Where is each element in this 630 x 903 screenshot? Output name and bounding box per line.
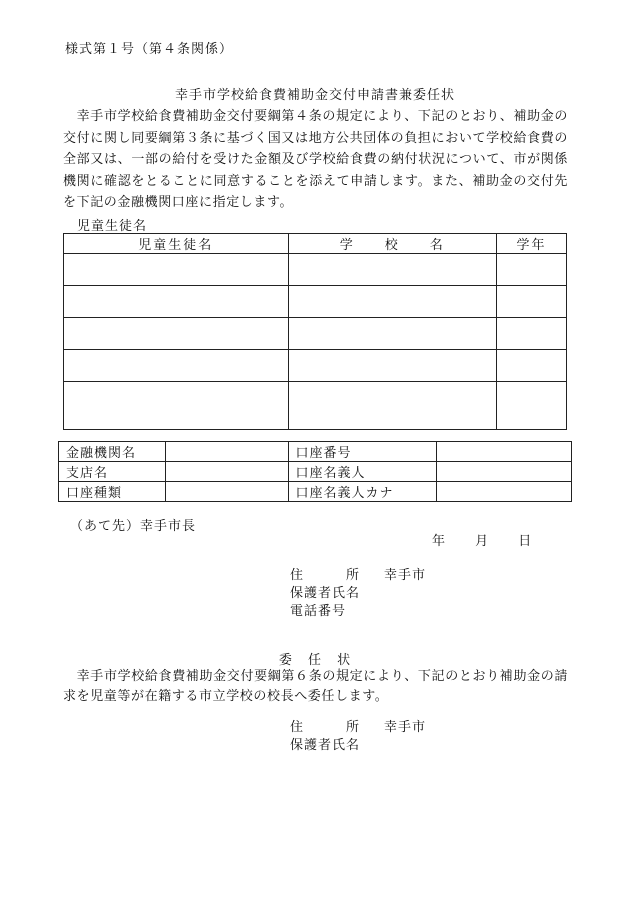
bank-name-label: 金融機関名	[59, 442, 166, 462]
applicant-phone-label: 電話番号	[290, 604, 347, 619]
school-name-cell[interactable]	[288, 254, 497, 286]
delegation-address-label: 住 所	[290, 720, 361, 735]
student-name-cell[interactable]	[64, 382, 289, 430]
account-number-field[interactable]	[437, 442, 572, 462]
table-row	[64, 382, 567, 430]
account-type-label: 口座種類	[59, 482, 166, 502]
account-number-label: 口座番号	[288, 442, 437, 462]
delegation-guardian-label: 保護者氏名	[290, 738, 361, 753]
school-name-cell[interactable]	[288, 350, 497, 382]
table-row	[64, 318, 567, 350]
grade-cell[interactable]	[497, 382, 567, 430]
student-section-label: 児童生徒名	[77, 219, 148, 234]
applicant-address-value[interactable]: 幸手市	[384, 568, 427, 583]
applicant-address-label: 住 所	[290, 568, 361, 583]
bank-name-field[interactable]	[165, 442, 288, 462]
branch-name-label: 支店名	[59, 462, 166, 482]
delegation-text: 幸手市学校給食費補助金交付要綱第６条の規定により、下記のとおり補助金の請求を児童等が在籍する市立学校の校長へ委任します。	[63, 669, 568, 704]
delegation-title: 委 任 状	[278, 653, 352, 668]
account-type-field[interactable]	[165, 482, 288, 502]
account-holder-kana-field[interactable]	[437, 482, 572, 502]
school-name-cell[interactable]	[288, 382, 497, 430]
date-line[interactable]: 年 月 日	[432, 534, 533, 549]
addressee: （あて先）幸手市長	[70, 519, 197, 534]
table-row	[59, 462, 572, 482]
table-row	[59, 442, 572, 462]
bank-account-table	[58, 441, 572, 502]
student-table-header	[64, 234, 567, 254]
header-grade: 学年	[497, 234, 567, 254]
grade-cell[interactable]	[497, 350, 567, 382]
branch-name-field[interactable]	[165, 462, 288, 482]
form-number: 様式第１号（第４条関係）	[65, 42, 234, 57]
table-row	[64, 286, 567, 318]
grade-cell[interactable]	[497, 286, 567, 318]
school-name-cell[interactable]	[288, 286, 497, 318]
account-holder-kana-label: 口座名義人カナ	[288, 482, 437, 502]
table-row	[64, 350, 567, 382]
grade-cell[interactable]	[497, 318, 567, 350]
application-text: 幸手市学校給食費補助金交付要綱第４条の規定により、下記のとおり、補助金の交付に関し同要綱第３条に基づく国又は地方公共団体の負担において学校給食費の全部又は、一部の給付を受けた金額及び学校給食費の納付状況について、市が関係機関に確認をとることに同意することを添えて申請します。また、補助金の交付先を下記の金融機関口座に指定します。	[63, 109, 568, 210]
student-name-cell[interactable]	[64, 254, 289, 286]
table-row	[59, 482, 572, 502]
school-name-cell[interactable]	[288, 318, 497, 350]
header-student-name: 児童生徒名	[64, 234, 289, 254]
student-name-cell[interactable]	[64, 286, 289, 318]
account-holder-label: 口座名義人	[288, 462, 437, 482]
applicant-guardian-label: 保護者氏名	[290, 586, 361, 601]
table-row	[64, 254, 567, 286]
delegation-address-value[interactable]: 幸手市	[384, 720, 427, 735]
header-school-name: 学 校 名	[288, 234, 497, 254]
account-holder-field[interactable]	[437, 462, 572, 482]
student-table	[63, 233, 567, 430]
student-name-cell[interactable]	[64, 318, 289, 350]
student-name-cell[interactable]	[64, 350, 289, 382]
document-title: 幸手市学校給食費補助金交付申請書兼委任状	[174, 88, 455, 103]
grade-cell[interactable]	[497, 254, 567, 286]
